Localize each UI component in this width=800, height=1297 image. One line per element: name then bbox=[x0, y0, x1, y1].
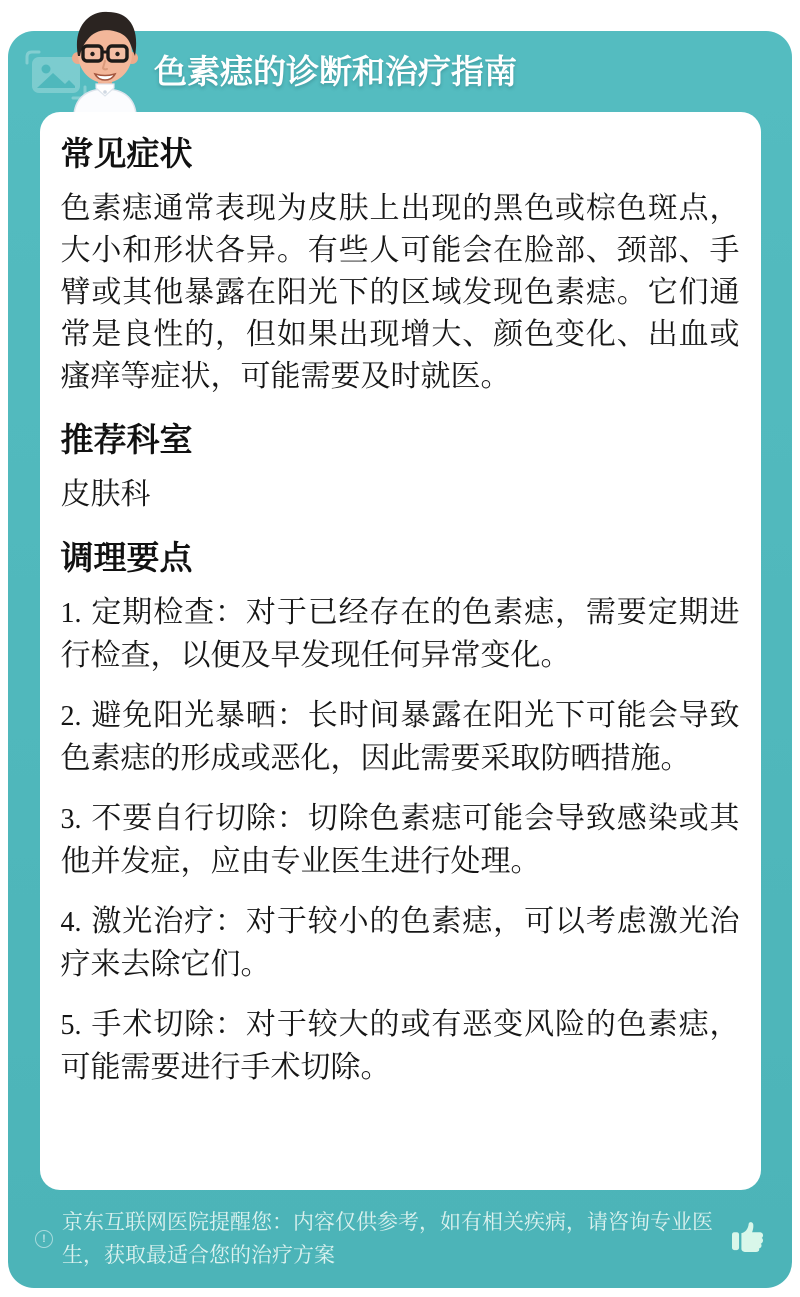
care-point-4 bbox=[61, 901, 740, 986]
care-point-1 bbox=[61, 592, 740, 677]
care-point-2 bbox=[61, 695, 740, 780]
alert-circle-icon bbox=[35, 1230, 53, 1248]
department-value: 皮肤科 bbox=[60, 478, 151, 511]
page-title: 色素痣的诊断和治疗指南 bbox=[154, 53, 517, 90]
care-point-3 bbox=[61, 798, 740, 883]
header bbox=[8, 31, 792, 112]
care-point-1-text: 定期检查：对于已经存在的色素痣，需要定期进行检查，以便及早发现任何异常变化。 bbox=[60, 596, 740, 672]
symptoms-paragraph: 色素痣通常表现为皮肤上出现的黑色或棕色斑点，大小和形状各异。有些人可能会在脸部、颈部、手臂或其他暴露在阳光下的区域发现色素痣。它们通常是良性的，但如果出现增大、颜色变化、出血或瘙痒等症状，可能需要及时就医。 bbox=[60, 192, 740, 393]
care-point-2-text: 避免阳光暴晒：长时间暴露在阳光下可能会导致色素痣的形成或恶化，因此需要采取防晒措施。 bbox=[60, 699, 740, 775]
section-heading-department: 推荐科室 bbox=[60, 421, 193, 458]
list-number-2: 2. bbox=[60, 701, 82, 732]
care-point-5 bbox=[61, 1004, 740, 1089]
section-heading-care: 调理要点 bbox=[60, 539, 193, 576]
content-frame bbox=[8, 31, 792, 1288]
care-point-4-text: 激光治疗：对于较小的色素痣，可以考虑激光治疗来去除它们。 bbox=[60, 905, 740, 981]
disclaimer-text: 京东互联网医院提醒您：内容仅供参考，如有相关疾病，请咨询专业医生，获取最适合您的治疗方案 bbox=[62, 1211, 713, 1267]
thumbs-up-icon[interactable] bbox=[730, 1220, 766, 1252]
section-heading-symptoms: 常见症状 bbox=[60, 135, 193, 172]
content-card bbox=[40, 112, 761, 1190]
list-number-1: 1. bbox=[60, 598, 82, 629]
footer bbox=[8, 1190, 792, 1288]
list-number-4: 4. bbox=[60, 907, 82, 938]
doctor-avatar bbox=[56, 6, 154, 114]
care-point-5-text: 手术切除：对于较大的或有恶变风险的色素痣，可能需要进行手术切除。 bbox=[60, 1008, 740, 1084]
care-point-3-text: 不要自行切除：切除色素痣可能会导致感染或其他并发症，应由专业医生进行处理。 bbox=[60, 802, 740, 878]
list-number-3: 3. bbox=[60, 804, 82, 835]
list-number-5: 5. bbox=[60, 1010, 82, 1041]
